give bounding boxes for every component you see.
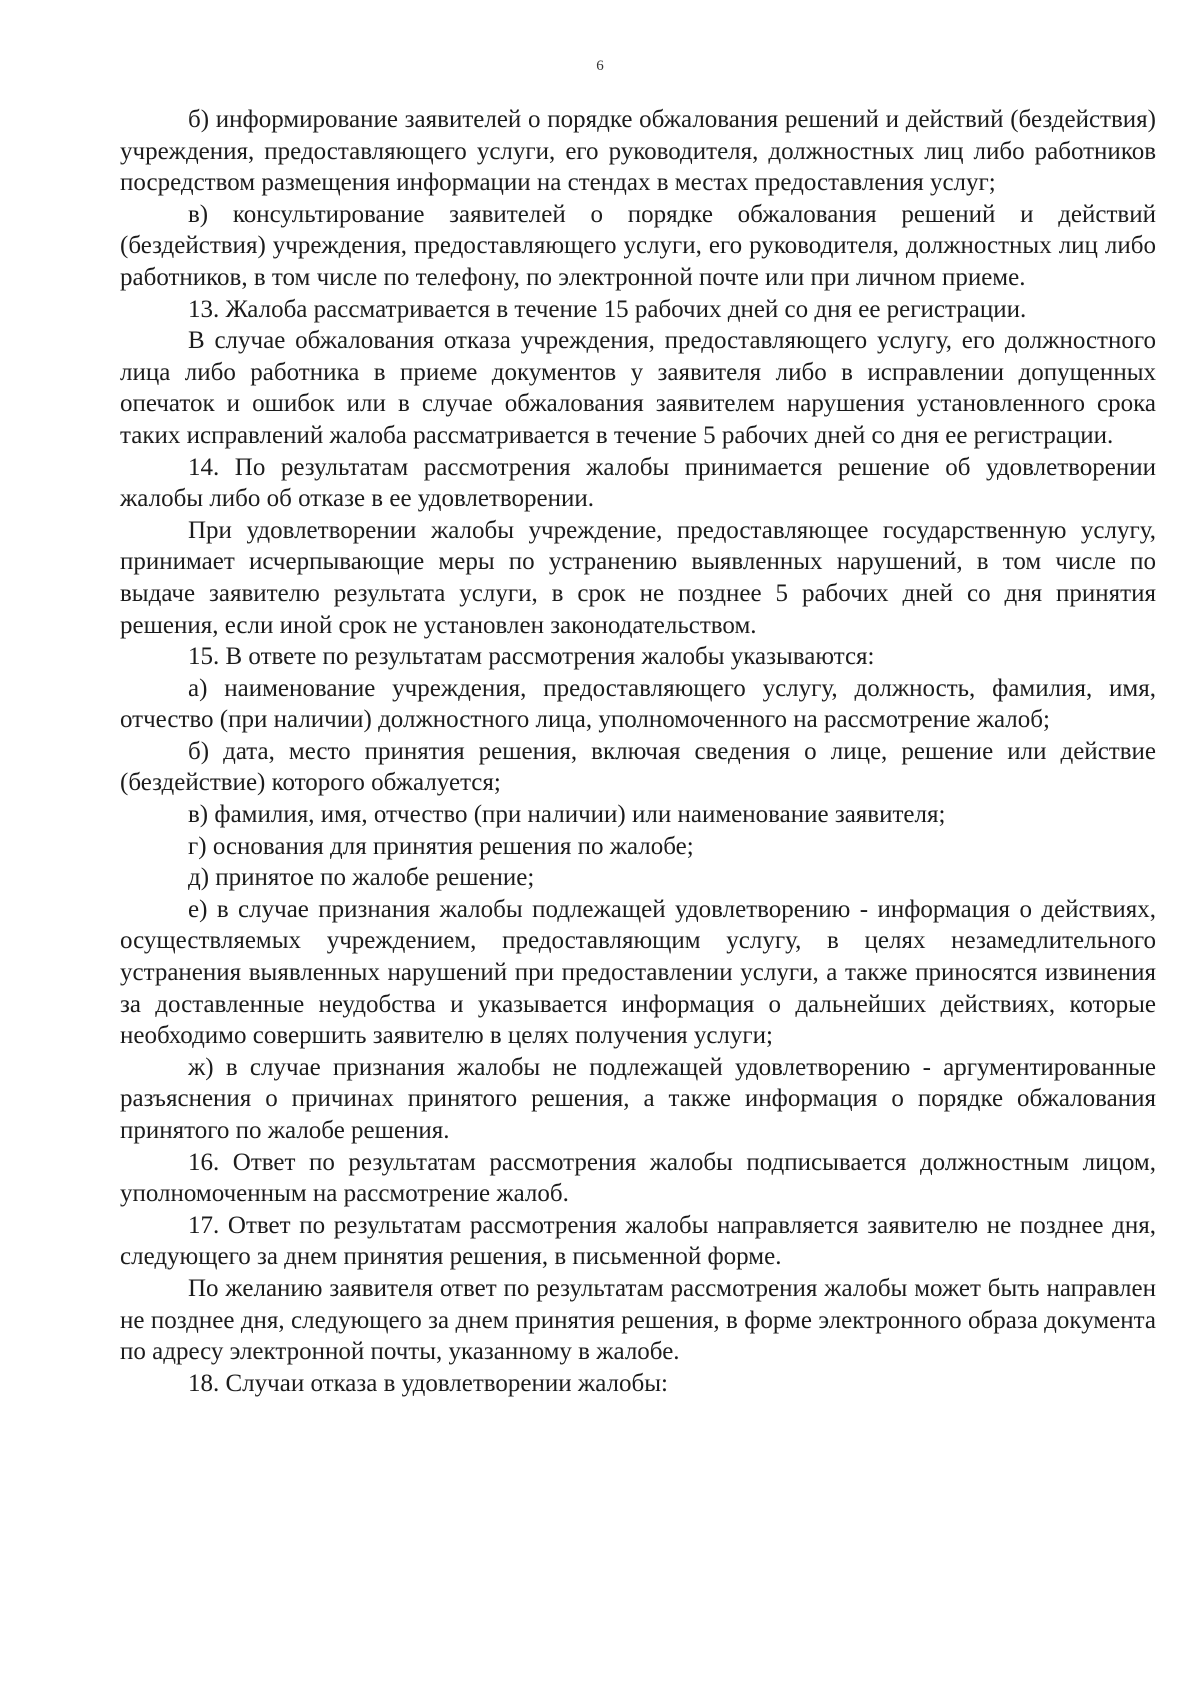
paragraph-13-review-period: 13. Жалоба рассматривается в течение 15 рабочих дней со дня ее регистрации. bbox=[188, 295, 1027, 323]
paragraph-15-b: б) дата, место принятия решения, включая сведения о лице, решение или действие (бездействие) которого обжалуется; bbox=[120, 737, 1156, 797]
paragraph-b-informing: б) информирование заявителей о порядке обжалования решений и действий (бездействия) учреждения, предоставляющего услуги, его руководителя, должностных лиц либо работников посредством размещения информации на стендах в местах предоставления услуг; bbox=[120, 106, 1156, 197]
page-number: 6 bbox=[596, 58, 604, 74]
document-body bbox=[120, 104, 1156, 1399]
paragraph-13-refusal-case: В случае обжалования отказа учреждения, предоставляющего услугу, его должностного лица либо работника в приеме документов у заявителя либо в исправлении допущенных опечаток и ошибок или в случае обжалования заявителем нарушения установленного срока таких исправлений жалоба рассматривается в течение 5 рабочих дней со дня ее регистрации. bbox=[120, 327, 1156, 449]
paragraph-15-v: в) фамилия, имя, отчество (при наличии) или наименование заявителя; bbox=[188, 801, 946, 829]
paragraph-17-electronic: По желанию заявителя ответ по результатам рассмотрения жалобы может быть направлен не позднее дня, следующего за днем принятия решения, в форме электронного образа документа по адресу электронной почты, указанному в жалобе. bbox=[120, 1274, 1156, 1366]
paragraph-15-g: г) основания для принятия решения по жалобе; bbox=[188, 832, 694, 860]
paragraph-14-decision: 14. По результатам рассмотрения жалобы принимается решение об удовлетворении жалобы либо об отказе в ее удовлетворении. bbox=[120, 453, 1156, 513]
paragraph-15-e: е) в случае признания жалобы подлежащей удовлетворению - информация о действиях, осуществляемых учреждением, предоставляющим услугу, в целях незамедлительного устранения выявленных нарушений при предоставлении услуги, а также приносятся извинения за доставленные неудобства и указывается информация о дальнейших действиях, которые необходимо совершить заявителю в целях получения услуги; bbox=[120, 895, 1156, 1050]
paragraph-15-zh: ж) в случае признания жалобы не подлежащей удовлетворению - аргументированные разъяснения о причинах принятого решения, а также информация о порядке обжалования принятого по жалобе решения. bbox=[120, 1053, 1156, 1144]
paragraph-18-refusal-cases: 18. Случаи отказа в удовлетворении жалобы: bbox=[188, 1369, 668, 1397]
paragraph-17-sending: 17. Ответ по результатам рассмотрения жалобы направляется заявителю не позднее дня, следующего за днем принятия решения, в письменной форме. bbox=[120, 1211, 1156, 1271]
paragraph-15-d: д) принятое по жалобе решение; bbox=[188, 864, 535, 892]
paragraph-15-a: а) наименование учреждения, предоставляющего услугу, должность, фамилия, имя, отчество (при наличии) должностного лица, уполномоченного на рассмотрение жалоб; bbox=[120, 674, 1156, 734]
paragraph-v-consulting: в) консультирование заявителей о порядке обжалования решений и действий (бездействия) учреждения, предоставляющего услуги, его руководителя, должностных лиц либо работников, в том числе по телефону, по электронной почте или при личном приеме. bbox=[120, 200, 1156, 291]
paragraph-15-response-contents: 15. В ответе по результатам рассмотрения жалобы указываются: bbox=[188, 643, 875, 671]
paragraph-16-signature: 16. Ответ по результатам рассмотрения жалобы подписывается должностным лицом, уполномоченным на рассмотрение жалоб. bbox=[120, 1148, 1156, 1208]
paragraph-14-satisfaction: При удовлетворении жалобы учреждение, предоставляющее государственную услугу, принимает исчерпывающие меры по устранению выявленных нарушений, в том числе по выдаче заявителю результата услуги, в срок не позднее 5 рабочих дней со дня принятия решения, если иной срок не установлен законодательством. bbox=[120, 516, 1156, 639]
